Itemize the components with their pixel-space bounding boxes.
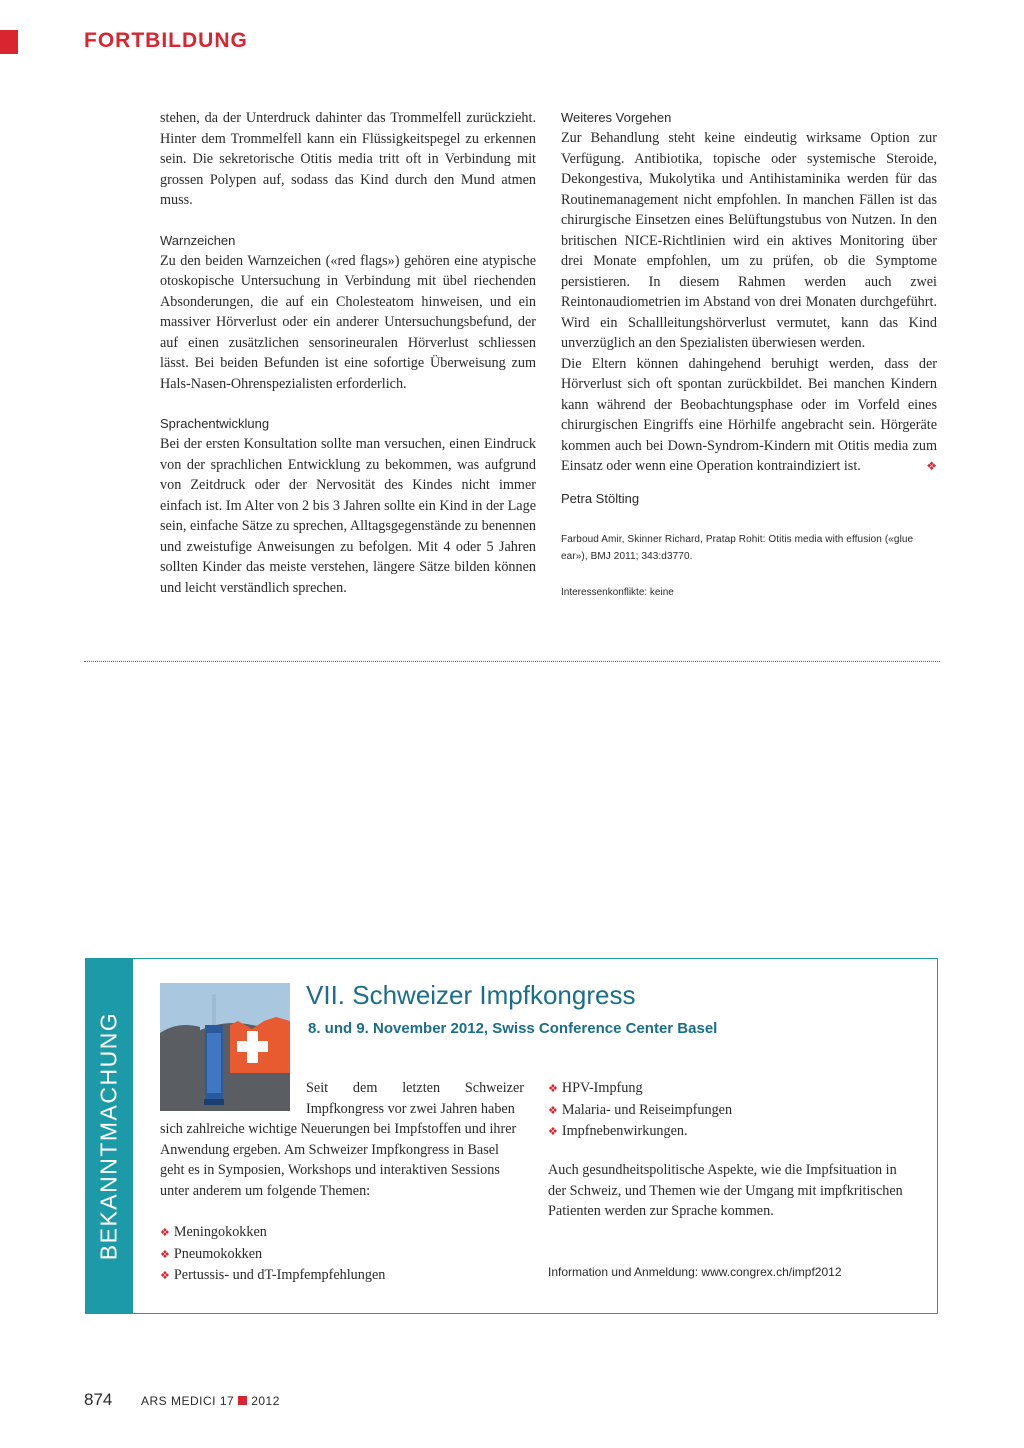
warn-paragraph: Zu den beiden Warnzeichen («red flags») gehören eine atypische otoskopische Untersuchung in Verbindung mit übel riechenden Absonderungen, die auf ein Cholesteatom hinweisen, und ein massiver Hörverlust oder ein anderer Untersuchungsbefund, der auf einen zusätzlichen sensorineuralen Hörverlust schliessen lässt. Bei beiden Befunden ist eine sofortige Überweisung zum Hals-Nasen-Ohrenspezialisten erforderlich. <box>160 252 536 392</box>
list-item: ❖ Pertussis- und dT-Impfempfehlungen <box>160 1267 386 1283</box>
list-item: ❖ Impfnebenwirkungen. <box>548 1123 688 1139</box>
language-paragraph: Bei der ersten Konsultation sollte man versuchen, einen Eindruck von der sprachlichen Entwicklung zu bekommen, was aufgrund von Zeitdruck oder der Nervosität des Kindes nicht immer einfach ist. Im Alter von 2 bis 3 Jahren sollte ein Kind in der Lage sein, einfache Sätze zu sprechen, Alltagsgegenstände zu benennen und zweistufige Anweisungen zu befolgen. Mit 4 oder 5 Jahren sollten Kinder das meiste verstehen, längere Sätze bilden können und leicht verständlich sprechen. <box>160 436 536 596</box>
page-number: 874 <box>84 1390 113 1409</box>
reference: Farboud Amir, Skinner Richard, Pratap Rohit: Otitis media with effusion («glue ear»), BMJ 2011; 343:d3770. <box>561 534 914 562</box>
footer-square-icon <box>238 1396 247 1405</box>
journal-footer <box>141 1394 280 1408</box>
journal-year: 2012 <box>251 1394 280 1408</box>
congress-logo <box>160 983 290 1111</box>
topic-list-left <box>160 1222 524 1287</box>
bullet-icon: ❖ <box>160 1227 170 1239</box>
list-item: ❖ Pneumokokken <box>160 1245 263 1262</box>
bullet-icon: ❖ <box>548 1083 558 1095</box>
announcement-intro-bottom: sich zahlreiche wichtige Neuerungen bei Impfstoffen und ihrer Anwendung ergeben. Am Schweizer Impfkongress in Basel geht es in Symposien, Workshops und interaktiven Sessions unter anderem um folgende Themen: <box>160 1121 517 1199</box>
journal-name: ARS MEDICI 17 <box>141 1394 235 1408</box>
intro-paragraph: stehen, da der Unterdruck dahinter das Trommelfell zurückzieht. Hinter dem Trommelfell kann ein Flüssigkeitspegel zu erkennen sein. Die sekretorische Otitis media tritt oft in Verbindung mit grossen Polypen auf, sodass das Kind durch den Mund atmen muss. <box>160 110 536 208</box>
right-column <box>561 108 937 604</box>
next-steps-heading: Weiteres Vorgehen <box>561 110 672 125</box>
parents-text: Die Eltern können dahingehend beruhigt werden, dass der Hörverlust sich oft spontan zurückbildet. Bei manchen Kindern kann während der Beobachtungsphase oder im Vorfeld eines chirurgischen Eingriffs eine Hörhilfe angebracht sein. Hörgeräte kommen auch bei Down-Syndrom-Kindern mit Otitis media zum Einsatz oder wenn eine Operation kontraindiziert ist. <box>561 355 937 474</box>
bullet-icon: ❖ <box>548 1126 558 1138</box>
warn-heading: Warnzeichen <box>160 232 236 248</box>
section-color-block <box>0 30 18 54</box>
congress-subtitle: 8. und 9. November 2012, Swiss Conference Center Basel <box>308 1020 718 1037</box>
announcement-intro-top: Seit dem letzten Schweizer Impfkongress vor zwei Jahren haben <box>306 1080 524 1117</box>
conflicts-of-interest: Interessenkonflikte: keine <box>561 587 674 598</box>
next-steps-paragraph: Zur Behandlung steht keine eindeutig wirksame Option zur Verfügung. Antibiotika, topische oder systemische Steroide, Dekongestiva, Mukolytika und Antihistaminika werden für das Routinemanagement nicht empfohlen. In manchen Fällen ist das chirurgische Einsetzen eines Belüftungstubus von Nutzen. In den britischen NICE-Richtlinien wird ein aktives Monitoring über drei Monate empfohlen, um zu prüfen, ob die Symptome persistieren. In diesem Rahmen werden auch zwei Reintonaudiometrien im Abstand von drei Monaten durchgeführt. Wird ein Schallleitungshörverlust vermutet, kann das Kind unverzüglich an den Spezialisten überwiesen werden. <box>561 130 937 351</box>
announcement-extra-text: Auch gesundheitspolitische Aspekte, wie die Impfsituation in der Schweiz, und Themen wie der Umgang mit impfkritischen Patienten werden zur Sprache kommen. <box>548 1162 903 1219</box>
section-title: FORTBILDUNG <box>84 29 248 52</box>
list-item: ❖ Malaria- und Reiseimpfungen <box>548 1101 733 1118</box>
topic-list-right <box>548 1078 918 1143</box>
list-item: ❖ Meningokokken <box>160 1224 267 1240</box>
announcement-side-label: BEKANNTMACHUNG <box>95 1011 122 1261</box>
list-item: ❖ HPV-Impfung <box>548 1080 643 1096</box>
bullet-icon: ❖ <box>160 1270 170 1282</box>
registration-info-link[interactable]: Information und Anmeldung: www.congrex.ch/impf2012 <box>548 1265 842 1279</box>
end-mark-icon: ❖ <box>926 459 937 473</box>
congress-title: VII. Schweizer Impfkongress <box>306 980 636 1010</box>
parents-paragraph <box>561 354 937 477</box>
bullet-icon: ❖ <box>160 1248 170 1261</box>
left-column <box>160 108 536 598</box>
bullet-icon: ❖ <box>548 1104 558 1117</box>
language-heading: Sprachentwicklung <box>160 416 270 431</box>
author-name: Petra Stölting <box>561 490 640 506</box>
dotted-divider <box>84 661 940 662</box>
